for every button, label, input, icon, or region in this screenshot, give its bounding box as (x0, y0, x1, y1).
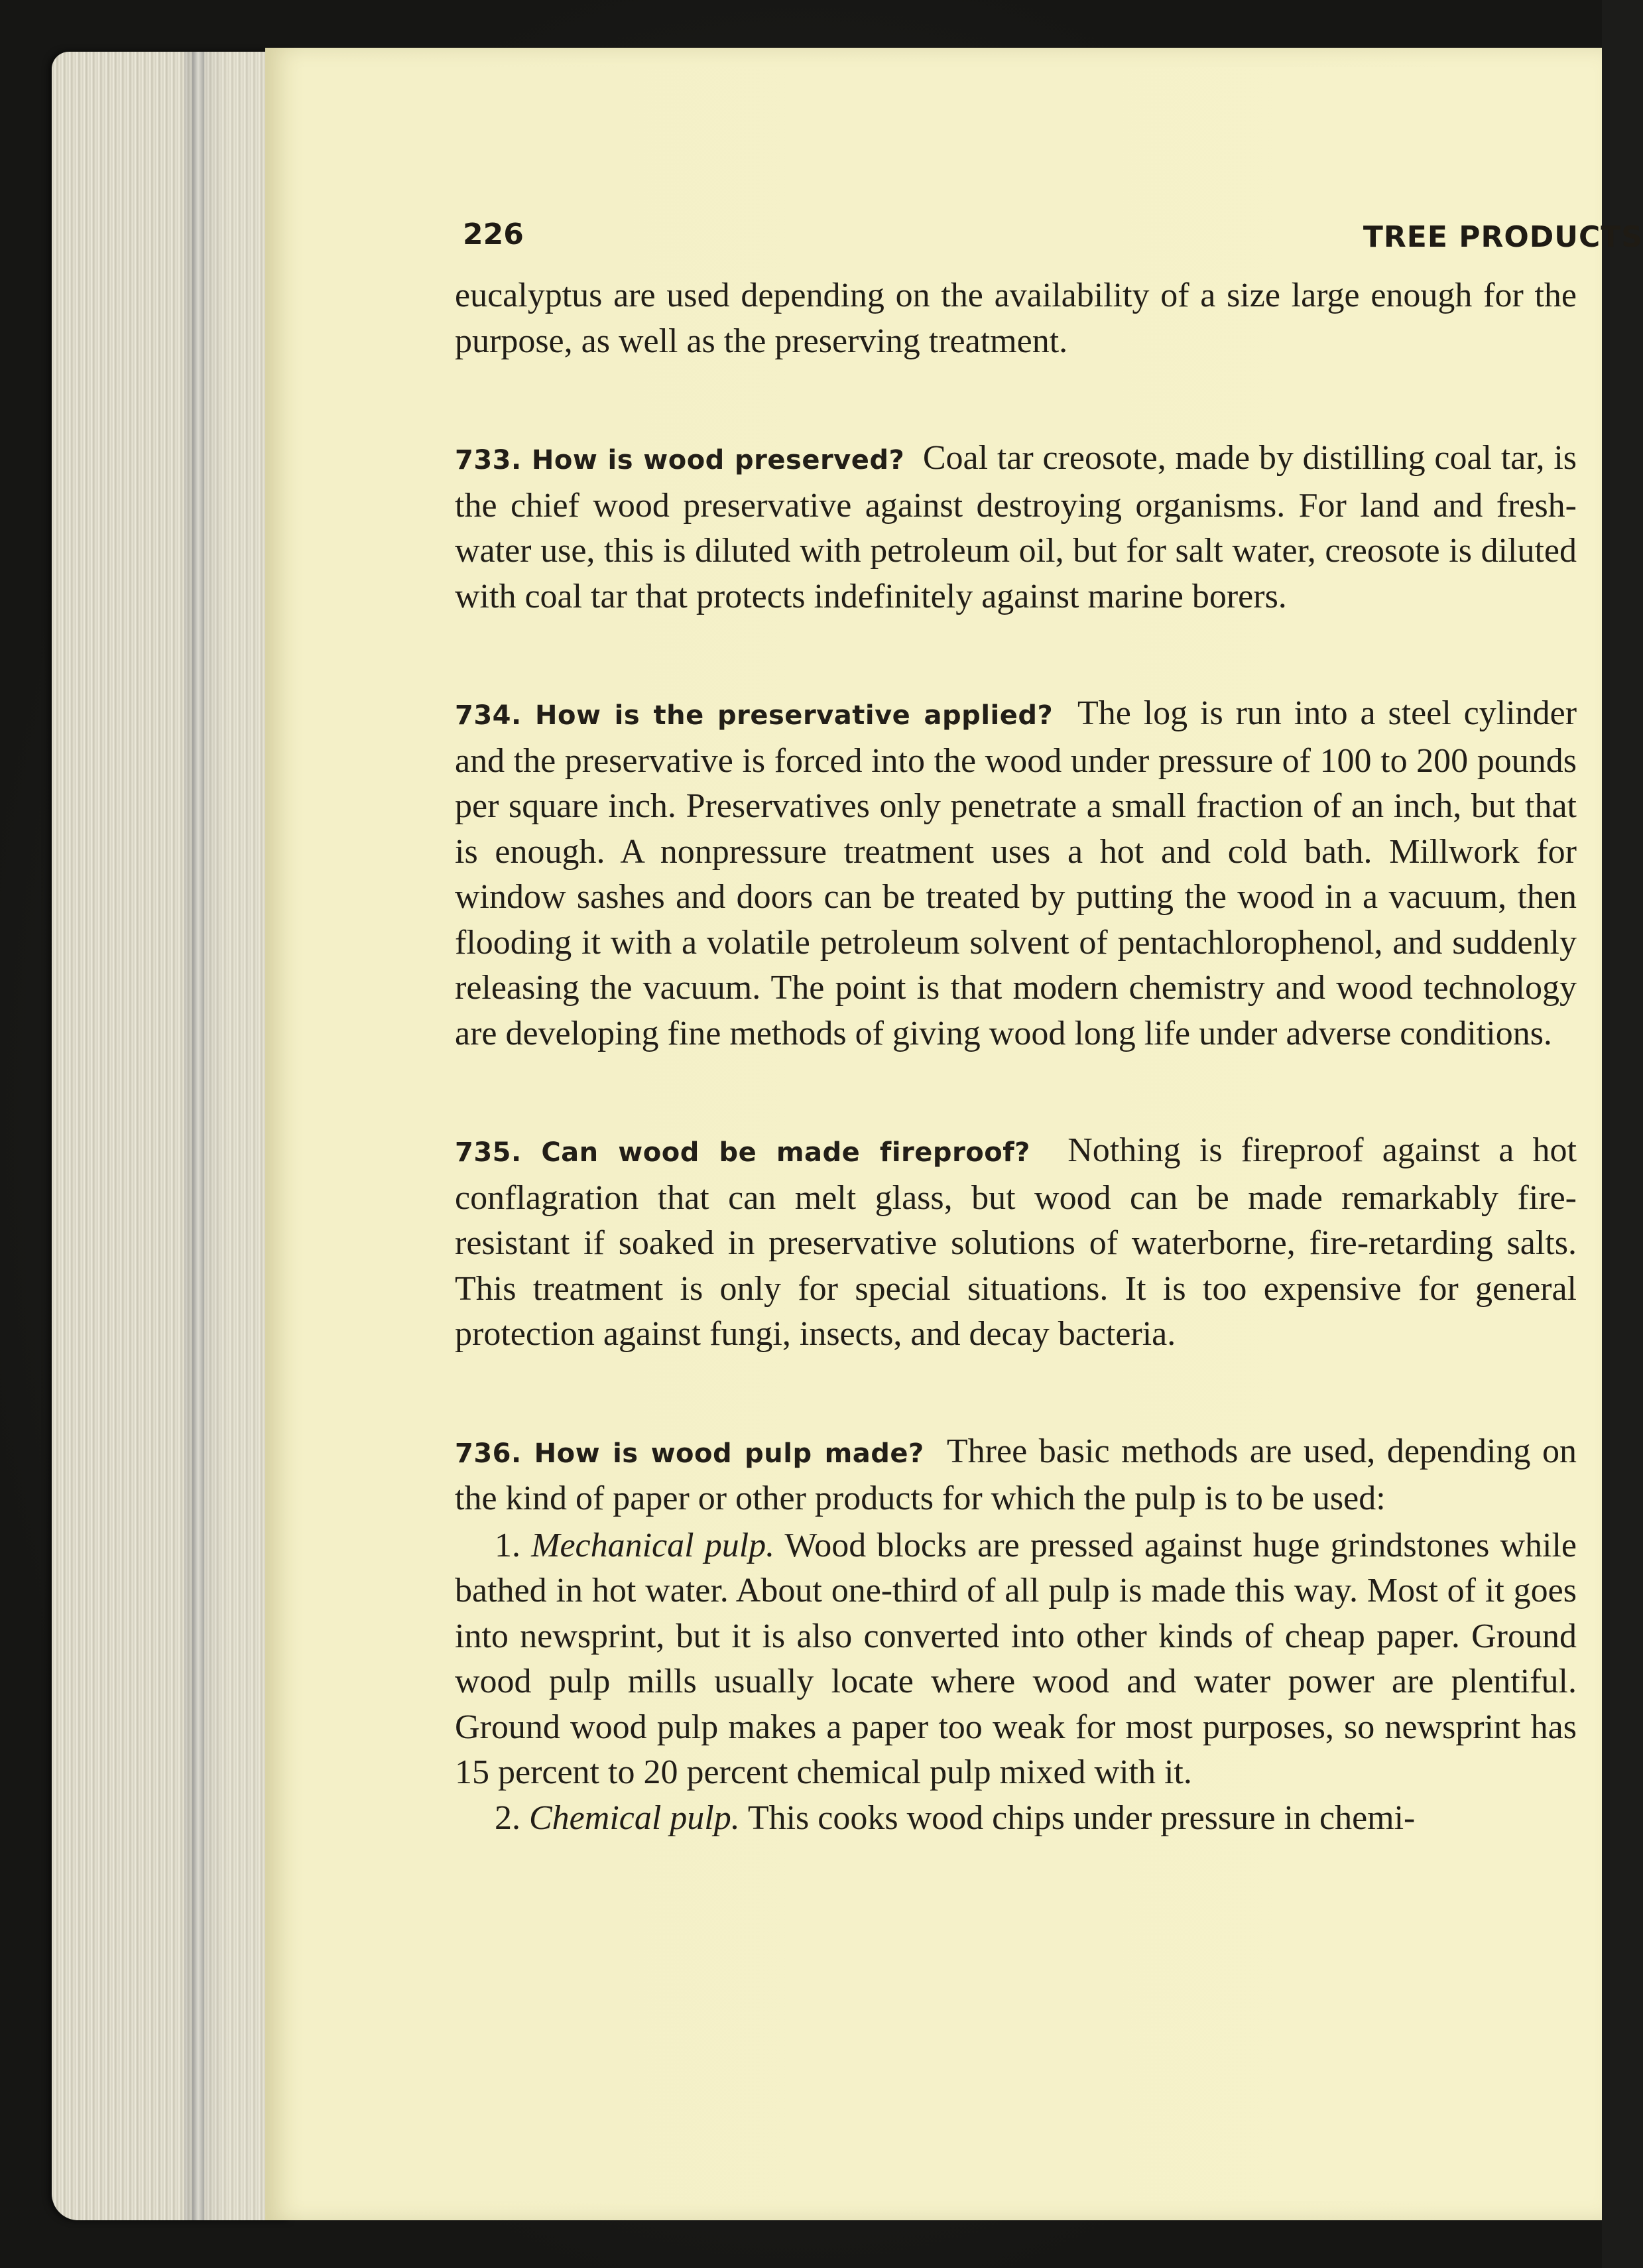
question-heading: 733. How is wood preserved? (455, 445, 905, 475)
list-item (455, 1523, 1577, 1796)
book-spine-edge (192, 52, 204, 2220)
question-heading: 734. How is the preservative applied? (455, 700, 1054, 731)
book-page-edges (52, 52, 290, 2220)
book-page (265, 48, 1643, 2220)
question-735 (455, 1128, 1577, 1357)
question-heading: 736. How is wood pulp made? (455, 1438, 924, 1469)
list-item (455, 1796, 1577, 1842)
question-733 (455, 436, 1577, 619)
list-item-text: This cooks wood chips under pressure in chemi- (747, 1798, 1416, 1837)
page-header (463, 172, 1643, 252)
list-item-text: Wood blocks are pressed against huge grindstones while bathed in hot water. About one-third of all pulp is made this way. Most of it goes into newsprint, but it is also converted into other kinds of cheap paper. Ground wood pulp mills usually locate where wood and water power are plentiful. Ground wood pulp makes a paper too weak for most purposes, so newsprint has 15 percent to 20 percent chemical pulp mixed with it. (455, 1526, 1577, 1791)
list-item-title: Mechanical pulp. (531, 1526, 775, 1564)
answer-text: The log is run into a steel cylinder and the preservative is forced into the wood under pressure of 100 to 200 pounds per square inch. Preservatives only penetrate a small fraction of an inch, but that is enough. A nonpressure treatment uses a hot and cold bath. Millwork for window sashes and doors can be treated by putting the wood in a vacuum, then flooding it with a volatile petroleum solvent of pentachlorophenol, and suddenly releasing the vacuum. The point is that modern chemistry and wood technology are developing fine methods of giving wood long life under adverse conditions. (455, 694, 1577, 1052)
answer-text: Three basic methods are used, depending on the kind of paper or other products for which the pulp is to be used: (455, 1432, 1577, 1517)
page-number: 226 (463, 218, 524, 251)
list-item-title: Chemical pulp. (529, 1798, 740, 1837)
answer-text: Coal tar creosote, made by distilling coal tar, is the chief wood preservative against destroying organisms. For land and fresh-water use, this is diluted with petroleum oil, but for salt water, creosote is diluted with coal tar that protects indefinitely against marine borers. (455, 439, 1577, 615)
question-734 (455, 691, 1577, 1056)
continuation-paragraph: eucalyptus are used depending on the availability of a size large enough for the purpose, as well as the preserving treatment. (455, 277, 1577, 360)
body-text (455, 273, 1577, 1841)
question-736 (455, 1429, 1577, 1522)
running-head: TREE PRODUCTS (1363, 220, 1643, 254)
question-heading: 735. Can wood be made fireproof? (455, 1137, 1030, 1168)
list-item-number: 1. (495, 1526, 520, 1564)
list-item-number: 2. (495, 1798, 520, 1837)
answer-text: Nothing is fireproof against a hot conflagration that can melt glass, but wood can be made remarkably fire-resistant if soaked in preservative solutions of waterborne, fire-retarding salts. This treatment is only for special situations. It is too expensive for general protection against fungi, insects, and decay bacteria. (455, 1131, 1577, 1353)
